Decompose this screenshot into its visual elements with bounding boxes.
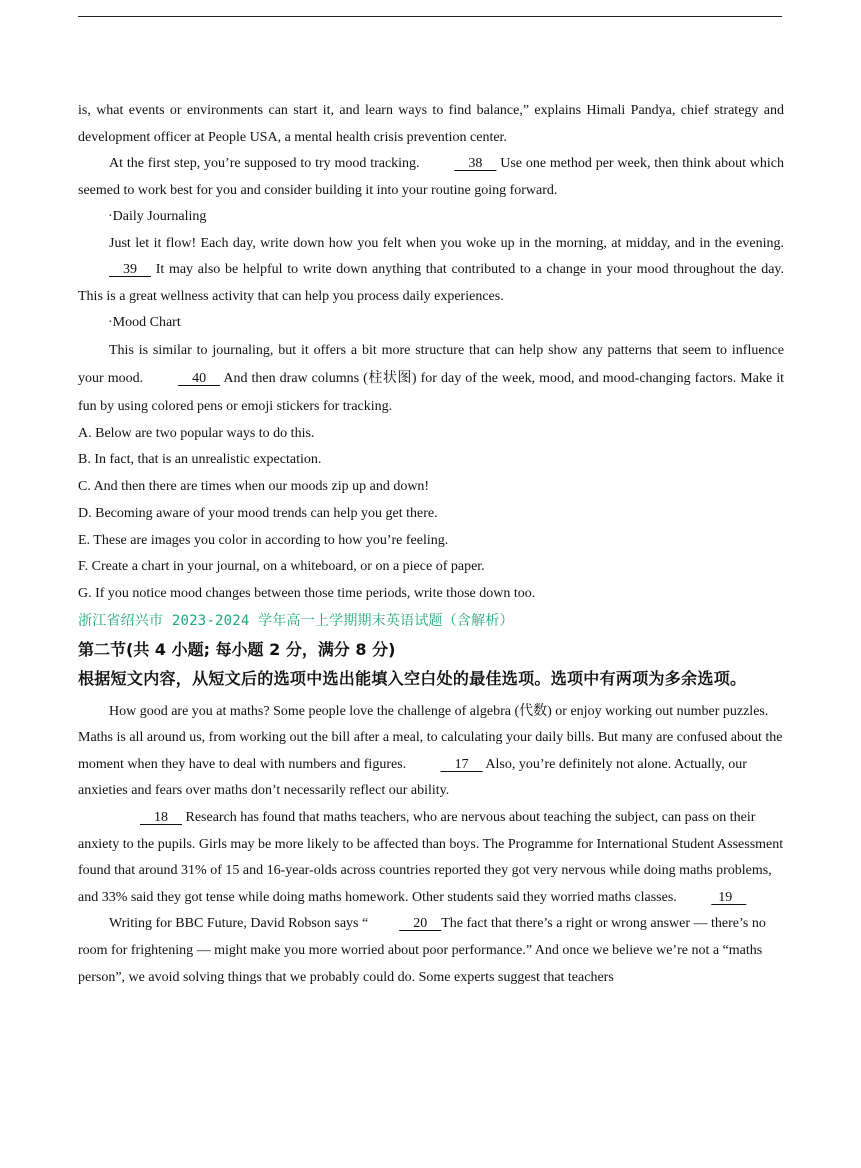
chart-text-b: And then draw columns (柱状图) for day of the week, mood, and mood-changing factors. Make it fun by using colored pens or emoji stickers for tracking. [78, 370, 784, 414]
option-f: F. Create a chart in your journal, on a whiteboard, or on a piece of paper. [78, 559, 485, 575]
blank-20: 20 [399, 916, 442, 932]
step-text-b: Use one method per week, then think about which seemed to work best for you and consider building it into your routine going forward. [78, 156, 785, 198]
p1-text-a: How good are you at maths? Some people love the challenge of algebra (代数) or enjoy working out number puzzles. Maths is all around us, from working out the bill after a meal, to calculating your daily bills. But many are confused about the moment when they have to deal with numbers and figures. [78, 703, 783, 772]
page-content [78, 98, 784, 991]
option-b: B. In fact, that is an unrealistic expectation. [78, 452, 322, 468]
journal-text-a: Just let it flow! Each day, write down how you felt when you woke up in the morning, at midday, and in the evening. [109, 235, 784, 251]
subheading-mood-chart: ·Mood Chart [108, 315, 181, 330]
option-d: D. Becoming aware of your mood trends can help you get there. [78, 505, 438, 521]
passage2-paragraph-1 [78, 699, 784, 805]
p2-text-a: Research has found that maths teachers, who are nervous about teaching the subject, can pass on their anxiety to the pupils. Girls may be more likely to be affected than boys. The Programme for International Student Assessment found that around 31% of 15 and 16-year-olds across countries reported they got very nervous while doing maths problems, and 33% said they got tense while doing maths homework. Other students said they worried maths classes. [78, 809, 784, 905]
passage2-paragraph-2 [78, 805, 784, 911]
passage1-chart-paragraph [78, 337, 784, 421]
step-text-a: At the first step, you’re supposed to try mood tracking. [109, 156, 420, 171]
passage1-step-paragraph [78, 151, 784, 204]
option-c: C. And then there are times when our moods zip up and down! [78, 479, 430, 495]
passage1-continued-text: is, what events or environments can start it, and learn ways to find balance,” explains Himali Pandya, chief strategy and development officer at People USA, a mental health crisis prevention center. [78, 103, 784, 145]
option-a: A. Below are two popular ways to do this. [78, 425, 315, 441]
subheading-daily-journaling: ·Daily Journaling [108, 209, 207, 224]
blank-38: 38 [454, 156, 497, 171]
journal-text-b: It may also be helpful to write down anything that contributed to a change in your mood throughout the day. This is a great wellness activity that can help you process daily experiences. [78, 262, 784, 304]
header-rule [78, 16, 782, 17]
blank-39: 39 [109, 262, 151, 277]
chart-text-a: This is similar to journaling, but it offers a bit more structure that can help show any patterns that seem to influence your mood. [78, 342, 784, 386]
blank-19: 19 [711, 889, 747, 905]
option-e: E. These are images you color in according to how you’re feeling. [78, 532, 449, 548]
passage2-paragraph-3 [78, 911, 784, 991]
passage1-journal-paragraph [78, 231, 784, 311]
option-g: G. If you notice mood changes between those time periods, write those down too. [78, 586, 536, 602]
section-title: 第二节(共 4 小题; 每小题 2 分，满分 8 分) [78, 639, 396, 659]
p3-text-a: Writing for BBC Future, David Robson says “ [109, 916, 369, 932]
blank-17: 17 [440, 756, 483, 772]
options-list [78, 421, 784, 609]
source-line: 浙江省绍兴市 2023-2024 学年高一上学期期末英语试题（含解析） [78, 613, 514, 630]
p3-text-b: The fact that there’s a right or wrong answer — there’s no room for frightening — might make you more worried about poor performance.” And once we believe we’re not a “maths person”, we avoid solving things that we probably could do. Some experts suggest that teachers [78, 916, 766, 985]
blank-40: 40 [178, 370, 221, 386]
blank-18: 18 [140, 809, 182, 825]
instruction: 根据短文内容，从短文后的选项中选出能填入空白处的最佳选项。选项中有两项为多余选项。 [78, 668, 747, 688]
p1-text-b: Also, you’re definitely not alone. Actually, our anxieties and fears over maths don’t necessarily reflect our ability. [78, 756, 747, 799]
passage1-continued-paragraph [78, 98, 784, 151]
